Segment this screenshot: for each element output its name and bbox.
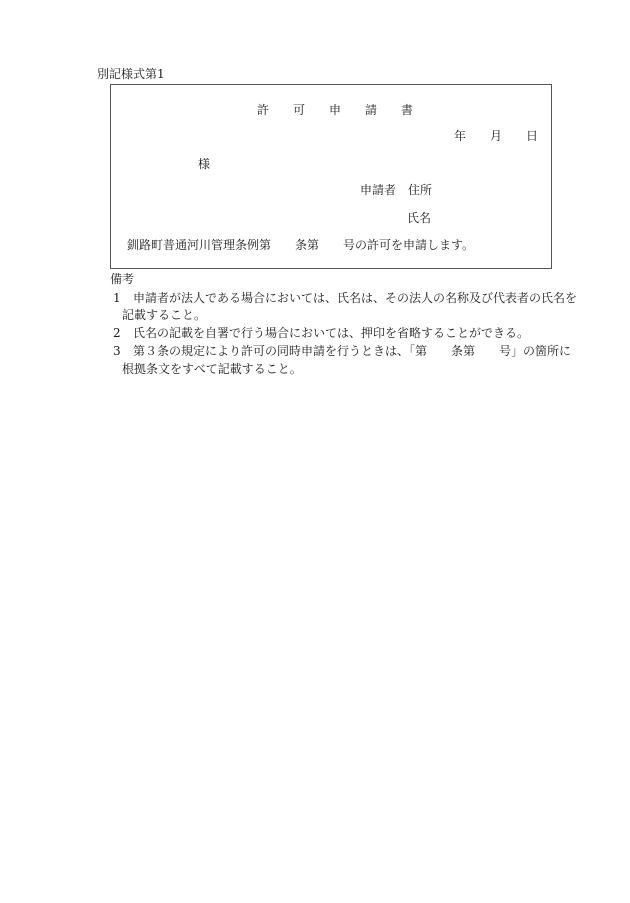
note-number: 2 (113, 326, 121, 340)
date-line: 年 月 日 (454, 129, 539, 143)
notes-heading: 備考 (110, 272, 135, 286)
note-text-line: 記載すること。 (122, 308, 207, 322)
note-text-line: 申請者が法人である場合においては、氏名は、その法人の名称及び代表者の氏名を (133, 291, 578, 305)
note-text-line: 第３条の規定により許可の同時申請を行うときは、「第 条第 号」の箇所に (133, 344, 572, 358)
applicant-address-label: 申請者 住所 (360, 183, 433, 197)
application-statement: 釧路町普通河川管理条例第 条第 号の許可を申請します。 (127, 238, 475, 252)
note-number: 1 (113, 291, 121, 305)
note-number: 3 (113, 344, 121, 358)
note-text-line: 根拠条文をすべて記載すること。 (122, 362, 302, 376)
form-label: 別記様式第1 (97, 67, 165, 81)
applicant-name-label: 氏名 (407, 211, 432, 225)
addressee-suffix: 様 (198, 157, 211, 171)
note-text-line: 氏名の記載を自署で行う場合においては、押印を省略することができる。 (133, 326, 530, 340)
form-title: 許 可 申 請 書 (257, 103, 414, 117)
